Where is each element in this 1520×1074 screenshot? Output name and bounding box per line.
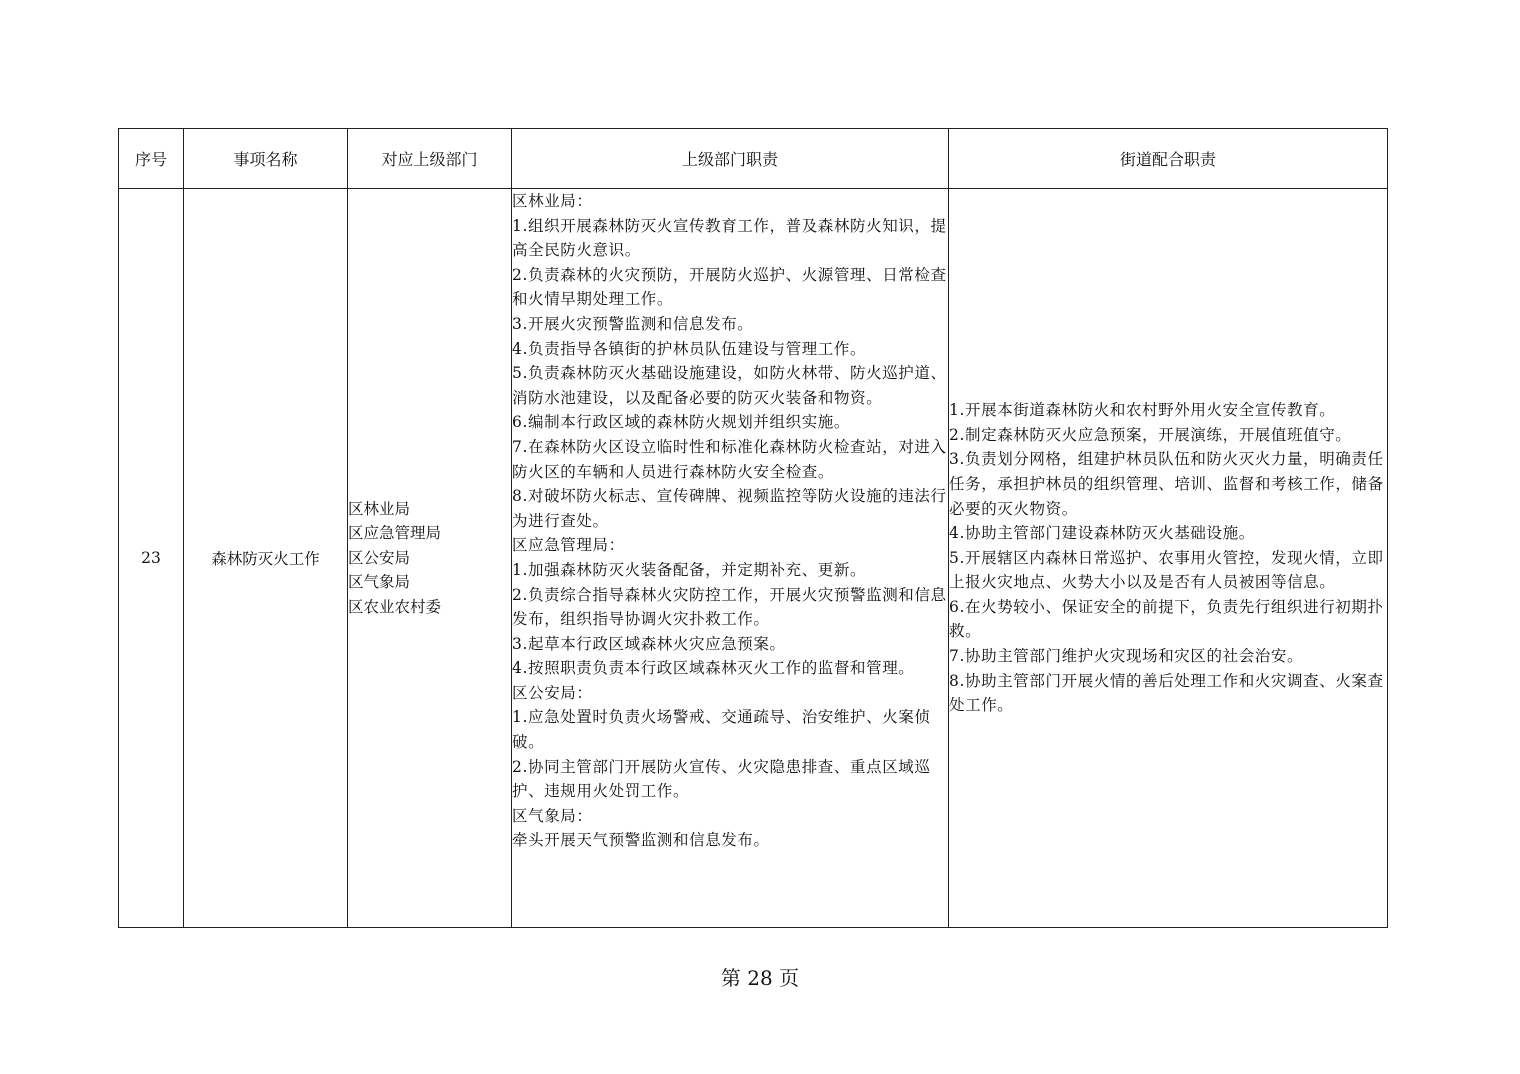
header-street-duties: 街道配合职责	[949, 129, 1388, 189]
street-duty-line: 1.开展本街道森林防火和农村野外用火安全宣传教育。	[949, 401, 1336, 420]
duty-line: 7.在森林防火区设立临时性和标准化森林防火检查站，对进入防火区的车辆和人员进行森林防火安全检查。	[512, 437, 947, 481]
street-duty-line: 6.在火势较小、保证安全的前提下，负责先行组织进行初期扑救。	[949, 597, 1384, 641]
duty-line: 4.负责指导各镇街的护林员队伍建设与管理工作。	[512, 339, 867, 358]
street-duty-line: 2.制定森林防灭火应急预案，开展演练，开展值班值守。	[949, 425, 1352, 444]
street-duty-line: 3.负责划分网格，组建护林员队伍和防火灭火力量，明确责任任务，承担护林员的组织管理、培训、监督和考核工作，储备必要的灭火物资。	[949, 450, 1384, 518]
department-item: 区气象局	[348, 573, 411, 592]
row-number: 23	[119, 189, 184, 928]
duty-line: 3.开展火灾预警监测和信息发布。	[512, 314, 754, 333]
department-list	[348, 189, 512, 928]
duty-line: 4.按照职责负责本行政区域森林灭火工作的监督和管理。	[512, 659, 915, 678]
duty-line: 6.编制本行政区域的森林防火规划并组织实施。	[512, 413, 850, 432]
duty-line: 2.协同主管部门开展防火宣传、火灾隐患排查、重点区域巡护、违规用火处罚工作。	[512, 757, 931, 801]
street-duty-line: 7.协助主管部门维护火灾现场和灾区的社会治安。	[949, 647, 1304, 666]
duty-line: 区气象局：	[512, 806, 593, 825]
duty-line: 牵头开展天气预警监测和信息发布。	[512, 831, 770, 850]
duty-line: 1.组织开展森林防灭火宣传教育工作，普及森林防火知识，提高全民防火意识。	[512, 216, 947, 260]
duty-line: 3.起草本行政区域森林火灾应急预案。	[512, 634, 786, 653]
department-item: 区公安局	[348, 548, 411, 567]
duty-line: 区林业局：	[512, 192, 593, 210]
street-duty-line: 5.开展辖区内森林日常巡护、农事用火管控，发现火情，立即上报火灾地点、火势大小以及是否有人员被困等信息。	[949, 548, 1384, 592]
department-item: 区应急管理局	[348, 524, 442, 543]
duty-line: 5.负责森林防灭火基础设施建设，如防火林带、防火巡护道、消防水池建设，以及配备必要的防灭火装备和物资。	[512, 364, 947, 407]
street-duty-line: 4.协助主管部门建设森林防灭火基础设施。	[949, 524, 1255, 543]
duty-line: 1.应急处置时负责火场警戒、交通疏导、治安维护、火案侦破。	[512, 708, 931, 752]
dept-duties-cell	[512, 189, 949, 928]
duty-line: 8.对破坏防火标志、宣传碑牌、视频监控等防火设施的违法行为进行查处。	[512, 487, 947, 530]
duty-line: 区应急管理局：	[512, 536, 625, 555]
street-duty-line: 8.协助主管部门开展火情的善后处理工作和火灾调查、火案查处工作。	[949, 671, 1384, 715]
header-departments: 对应上级部门	[348, 129, 512, 189]
header-row	[119, 129, 1388, 189]
table-row	[119, 189, 1388, 928]
duty-line: 2.负责综合指导森林火灾防控工作，开展火灾预警监测和信息发布，组织指导协调火灾扑救工作。	[512, 585, 947, 629]
page-number: 第 28 页	[720, 966, 800, 990]
header-no: 序号	[119, 129, 184, 189]
street-duties-cell	[949, 189, 1388, 928]
header-item-name: 事项名称	[184, 129, 348, 189]
duties-table	[118, 128, 1388, 928]
duty-line: 1.加强森林防灭火装备配备，并定期补充、更新。	[512, 560, 867, 579]
duty-line: 区公安局：	[512, 683, 593, 702]
header-dept-duties: 上级部门职责	[512, 129, 949, 189]
department-item: 区林业局	[348, 499, 411, 518]
item-name: 森林防灭火工作	[184, 189, 348, 928]
department-item: 区农业农村委	[348, 597, 442, 616]
duty-line: 2.负责森林的火灾预防，开展防火巡护、火源管理、日常检查和火情早期处理工作。	[512, 265, 947, 309]
